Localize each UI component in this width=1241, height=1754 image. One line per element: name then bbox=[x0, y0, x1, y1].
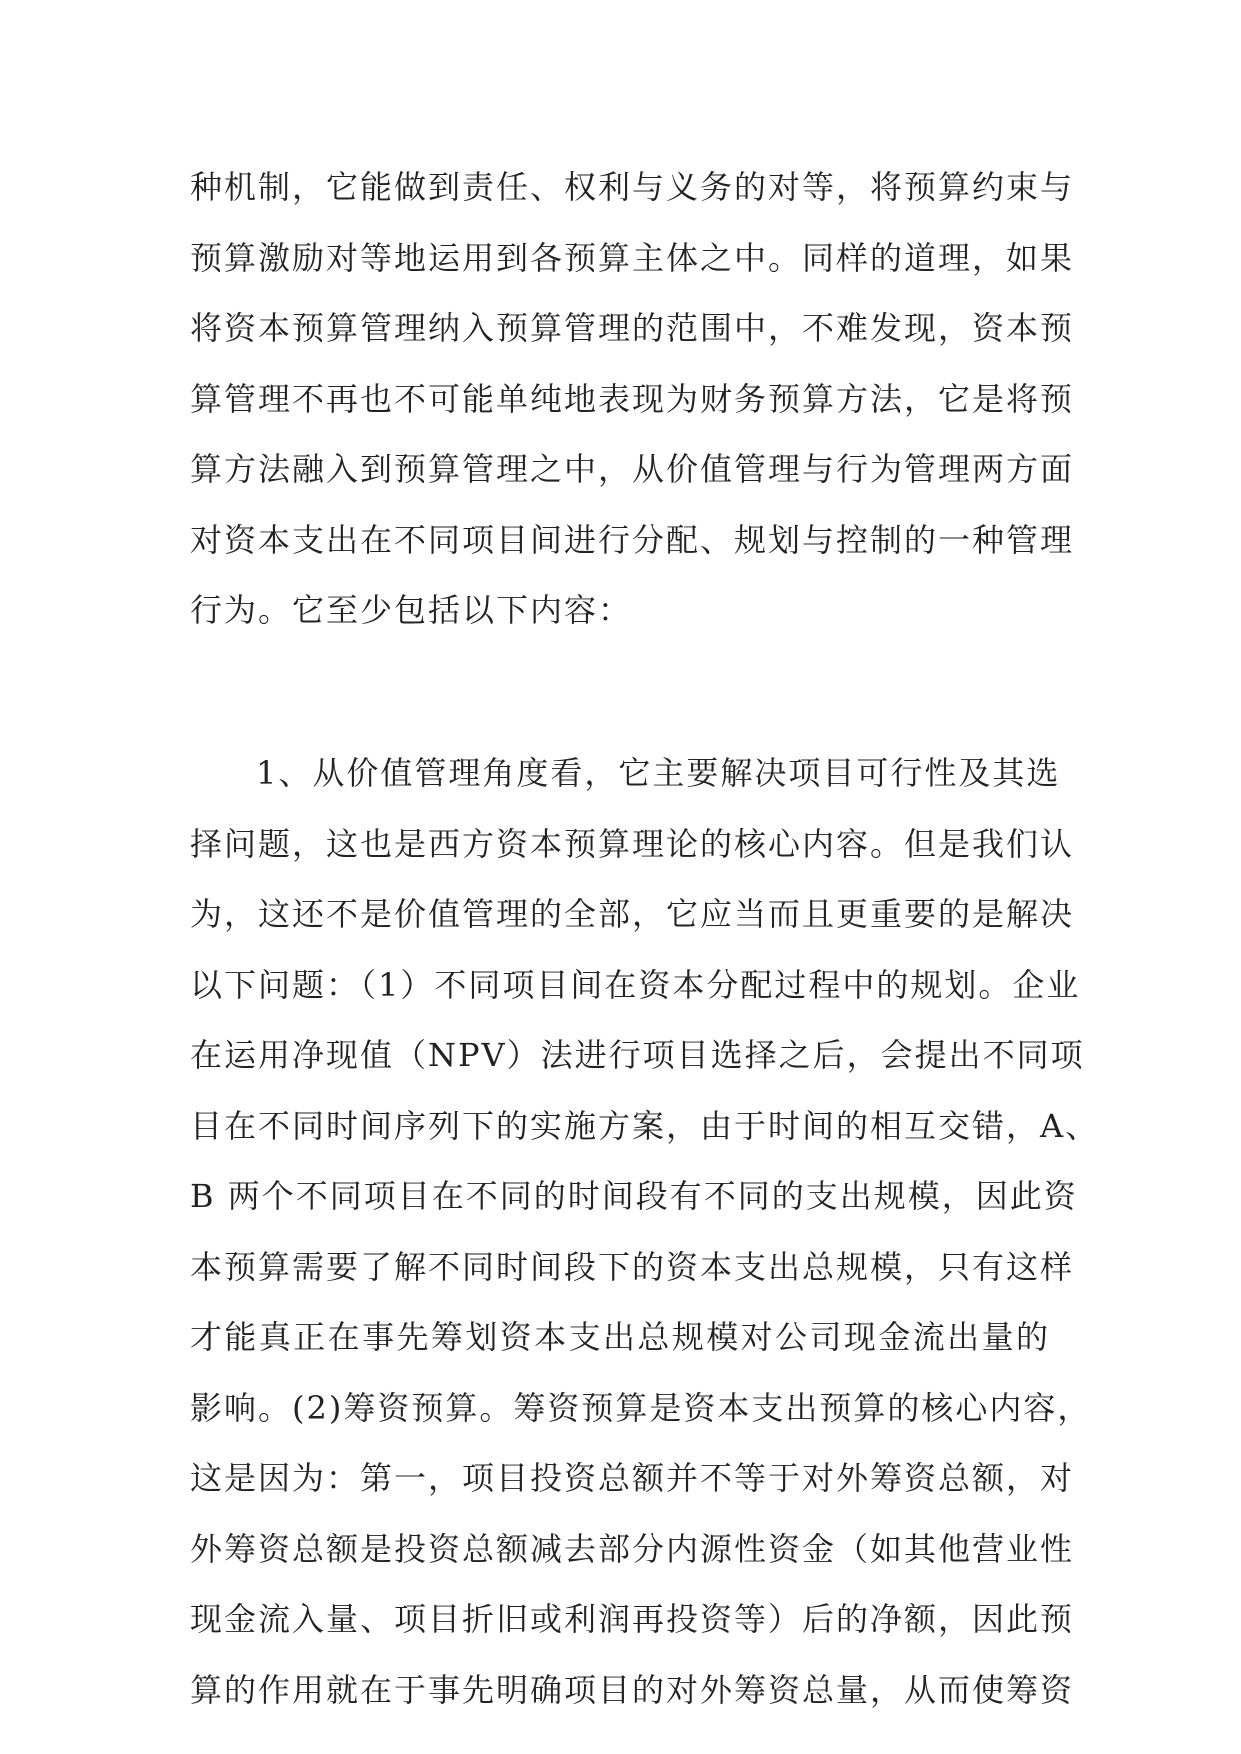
text-line: 预算激励对等地运用到各预算主体之中。同样的道理，如果 bbox=[190, 238, 1075, 277]
text-line: 才能真正在事先筹划资本支出总规模对公司现金流出量的 bbox=[190, 1318, 1050, 1356]
text-line: 外筹资总额是投资总额减去部分内源性资金（如其他营业性 bbox=[190, 1529, 1075, 1568]
text-line: 算管理不再也不可能单纯地表现为财务预算方法，它是将预 bbox=[190, 379, 1075, 418]
text-line: 现金流入量、项目折旧或利润再投资等）后的净额，因此预 bbox=[190, 1600, 1075, 1638]
text-line: 在运用净现值（NPV）法进行项目选择之后，会提出不同项 bbox=[190, 1036, 1085, 1074]
text-line: 择问题，这也是西方资本预算理论的核心内容。但是我们认 bbox=[190, 824, 1075, 863]
text-line: 行为。它至少包括以下内容： bbox=[190, 591, 633, 629]
text-line: 将资本预算管理纳入预算管理的范围中，不难发现，资本预 bbox=[190, 309, 1075, 347]
text-line: 本预算需要了解不同时间段下的资本支出总规模，只有这样 bbox=[190, 1247, 1075, 1286]
text-line: 种机制，它能做到责任、权利与义务的对等，将预算约束与 bbox=[190, 168, 1075, 206]
text-line: 算的作用就在于事先明确项目的对外筹资总量，从而使筹资 bbox=[190, 1670, 1075, 1709]
text-line: 1、从价值管理角度看，它主要解决项目可行性及其选 bbox=[256, 754, 1061, 792]
text-line: B 两个不同项目在不同的时间段有不同的支出规模，因此资 bbox=[190, 1177, 1078, 1215]
paragraph-capital-budget-mechanism bbox=[190, 152, 1075, 646]
text-line: 对资本支出在不同项目间进行分配、规划与控制的一种管理 bbox=[190, 520, 1075, 559]
text-line: 这是因为：第一，项目投资总额并不等于对外筹资总额，对 bbox=[190, 1459, 1075, 1497]
text-line: 影响。(2)筹资预算。筹资预算是资本支出预算的核心内容， bbox=[190, 1388, 1092, 1427]
paragraph-value-management bbox=[190, 738, 1100, 1725]
text-line: 为，这还不是价值管理的全部，它应当而且更重要的是解决 bbox=[190, 895, 1075, 933]
text-line: 算方法融入到预算管理之中，从价值管理与行为管理两方面 bbox=[190, 450, 1075, 488]
text-line: 以下问题：（1）不同项目间在资本分配过程中的规划。企业 bbox=[190, 965, 1081, 1004]
text-line: 目在不同时间序列下的实施方案，由于时间的相互交错，A、 bbox=[190, 1106, 1100, 1145]
